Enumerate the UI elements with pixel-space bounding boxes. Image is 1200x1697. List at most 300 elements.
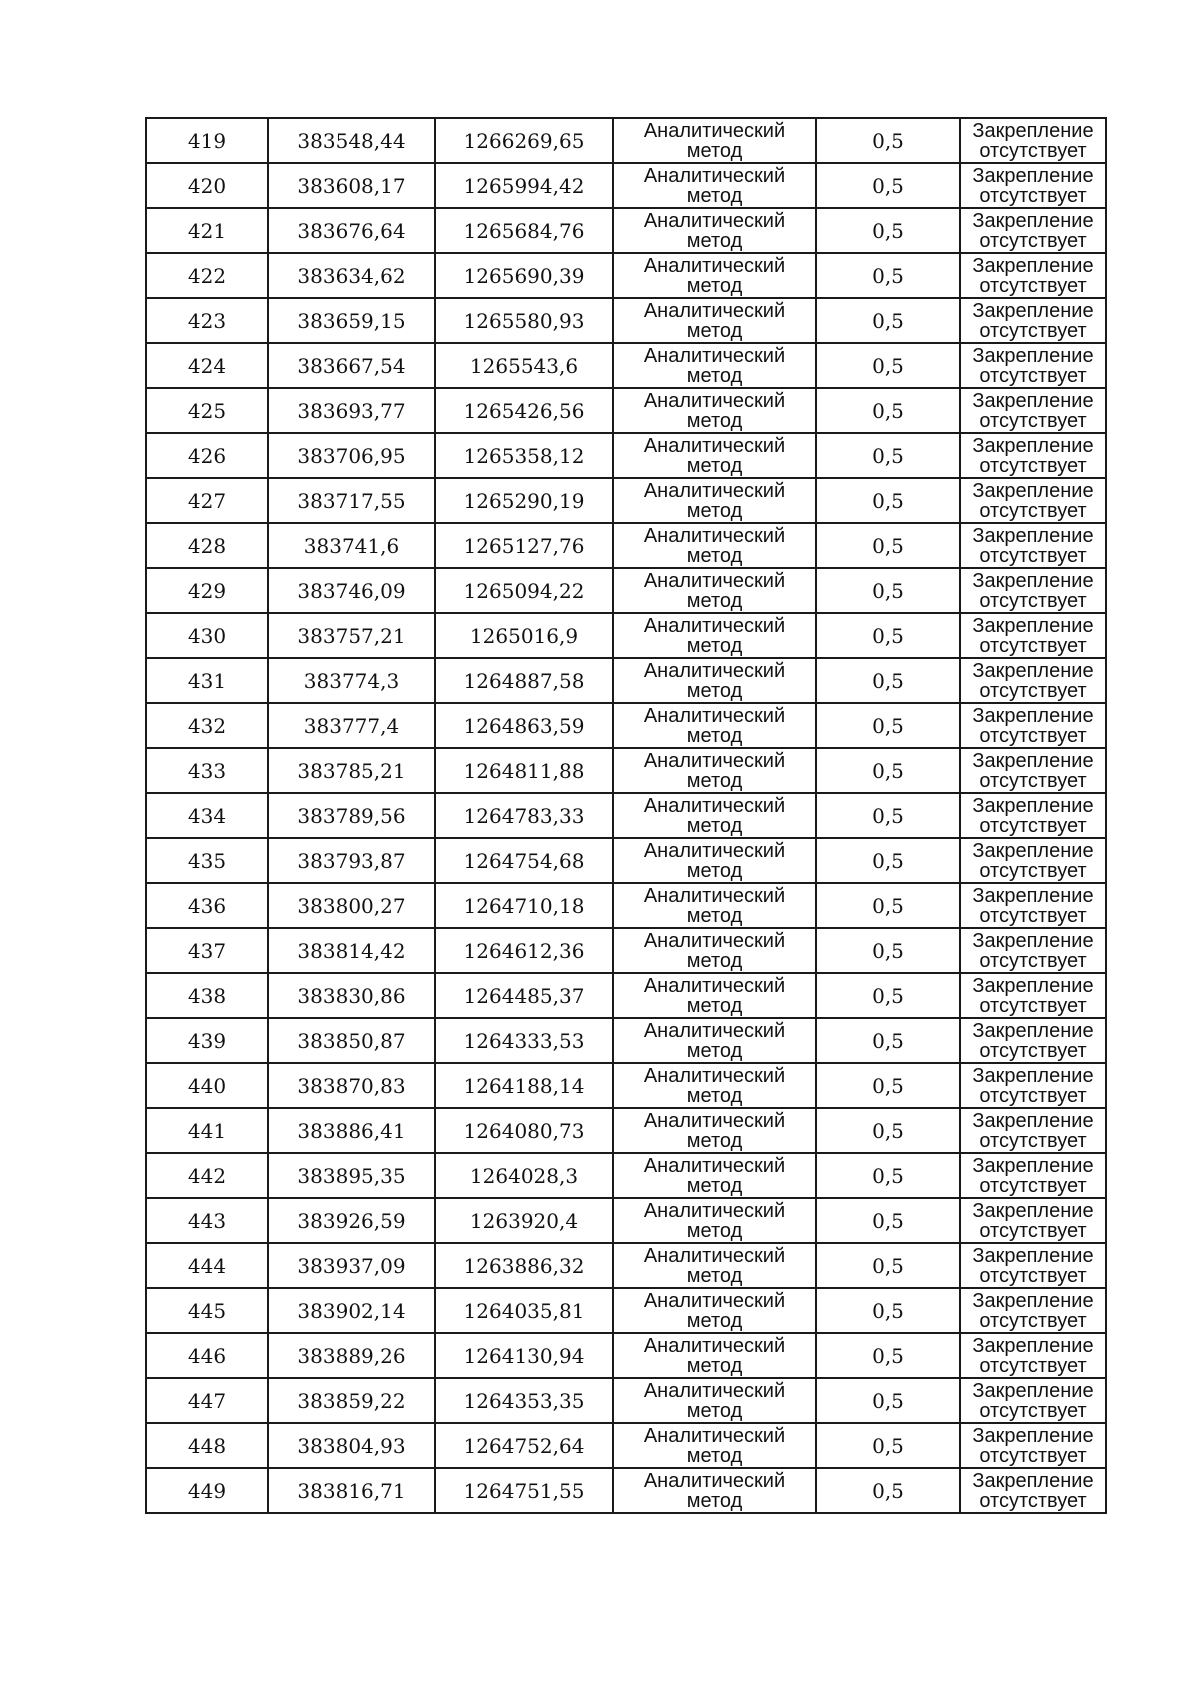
method-cell-line-1: Аналитический	[643, 659, 786, 682]
table-row	[146, 1108, 1106, 1153]
fixation-cell-line-1: Закрепление	[972, 1424, 1094, 1447]
point-number-cell: 422	[146, 253, 268, 298]
method-cell-line-2: метод	[686, 949, 743, 972]
fixation-cell-line-2: отсутствует	[979, 994, 1087, 1017]
point-number-cell: 443	[146, 1198, 268, 1243]
accuracy-cell: 0,5	[816, 1378, 960, 1423]
point-number-cell: 437	[146, 928, 268, 973]
table-row	[146, 838, 1106, 883]
table-row	[146, 568, 1106, 613]
method-cell-line-2: метод	[686, 499, 743, 522]
point-number-cell: 426	[146, 433, 268, 478]
method-cell	[613, 1333, 816, 1378]
fixation-cell	[960, 478, 1106, 523]
point-number-cell: 449	[146, 1468, 268, 1513]
y-coordinate-cell: 1264863,59	[435, 703, 613, 748]
method-cell-line-2: метод	[686, 679, 743, 702]
method-cell-line-1: Аналитический	[643, 434, 786, 457]
accuracy-cell: 0,5	[816, 613, 960, 658]
method-cell-line-2: метод	[686, 139, 743, 162]
method-cell-line-1: Аналитический	[643, 524, 786, 547]
fixation-cell-line-1: Закрепление	[972, 524, 1094, 547]
fixation-cell	[960, 118, 1106, 163]
method-cell-line-1: Аналитический	[643, 569, 786, 592]
fixation-cell-line-1: Закрепление	[972, 164, 1094, 187]
fixation-cell-line-1: Закрепление	[972, 794, 1094, 817]
method-cell	[613, 1153, 816, 1198]
fixation-cell	[960, 1018, 1106, 1063]
table-row	[146, 433, 1106, 478]
point-number-cell: 445	[146, 1288, 268, 1333]
fixation-cell-line-2: отсутствует	[979, 1489, 1087, 1512]
method-cell-line-2: метод	[686, 1309, 743, 1332]
fixation-cell-line-1: Закрепление	[972, 749, 1094, 772]
method-cell-line-2: метод	[686, 634, 743, 657]
fixation-cell-line-2: отсутствует	[979, 184, 1087, 207]
accuracy-cell: 0,5	[816, 253, 960, 298]
fixation-cell-line-2: отсутствует	[979, 409, 1087, 432]
fixation-cell-line-2: отсутствует	[979, 1399, 1087, 1422]
point-number-cell: 429	[146, 568, 268, 613]
x-coordinate-cell: 383676,64	[268, 208, 435, 253]
method-cell-line-2: метод	[686, 724, 743, 747]
x-coordinate-cell: 383789,56	[268, 793, 435, 838]
method-cell	[613, 838, 816, 883]
fixation-cell	[960, 1198, 1106, 1243]
accuracy-cell: 0,5	[816, 703, 960, 748]
y-coordinate-cell: 1264485,37	[435, 973, 613, 1018]
accuracy-cell: 0,5	[816, 208, 960, 253]
table-row	[146, 253, 1106, 298]
fixation-cell-line-2: отсутствует	[979, 499, 1087, 522]
method-cell	[613, 883, 816, 928]
fixation-cell-line-1: Закрепление	[972, 254, 1094, 277]
x-coordinate-cell: 383886,41	[268, 1108, 435, 1153]
x-coordinate-cell: 383889,26	[268, 1333, 435, 1378]
fixation-cell-line-2: отсутствует	[979, 814, 1087, 837]
x-coordinate-cell: 383926,59	[268, 1198, 435, 1243]
fixation-cell-line-2: отсутствует	[979, 724, 1087, 747]
table-row	[146, 1153, 1106, 1198]
method-cell-line-2: метод	[686, 1174, 743, 1197]
method-cell-line-2: метод	[686, 454, 743, 477]
y-coordinate-cell: 1265543,6	[435, 343, 613, 388]
point-number-cell: 438	[146, 973, 268, 1018]
accuracy-cell: 0,5	[816, 1243, 960, 1288]
method-cell	[613, 433, 816, 478]
method-cell-line-1: Аналитический	[643, 1469, 786, 1492]
method-cell-line-1: Аналитический	[643, 164, 786, 187]
fixation-cell-line-1: Закрепление	[972, 389, 1094, 412]
accuracy-cell: 0,5	[816, 1108, 960, 1153]
fixation-cell	[960, 928, 1106, 973]
table-row	[146, 298, 1106, 343]
method-cell-line-1: Аналитический	[643, 1424, 786, 1447]
method-cell-line-2: метод	[686, 319, 743, 342]
fixation-cell-line-1: Закрепление	[972, 614, 1094, 637]
method-cell-line-2: метод	[686, 1399, 743, 1422]
fixation-cell-line-2: отсутствует	[979, 634, 1087, 657]
method-cell	[613, 613, 816, 658]
table-row	[146, 163, 1106, 208]
method-cell-line-1: Аналитический	[643, 749, 786, 772]
x-coordinate-cell: 383870,83	[268, 1063, 435, 1108]
x-coordinate-cell: 383608,17	[268, 163, 435, 208]
method-cell-line-1: Аналитический	[643, 1199, 786, 1222]
fixation-cell-line-1: Закрепление	[972, 299, 1094, 322]
point-number-cell: 439	[146, 1018, 268, 1063]
fixation-cell	[960, 568, 1106, 613]
fixation-cell-line-2: отсутствует	[979, 364, 1087, 387]
y-coordinate-cell: 1264612,36	[435, 928, 613, 973]
fixation-cell	[960, 883, 1106, 928]
method-cell	[613, 568, 816, 613]
fixation-cell-line-2: отсутствует	[979, 769, 1087, 792]
fixation-cell	[960, 1333, 1106, 1378]
fixation-cell-line-1: Закрепление	[972, 1379, 1094, 1402]
method-cell-line-1: Аналитический	[643, 1064, 786, 1087]
method-cell	[613, 298, 816, 343]
y-coordinate-cell: 1264811,88	[435, 748, 613, 793]
fixation-cell-line-1: Закрепление	[972, 659, 1094, 682]
x-coordinate-cell: 383800,27	[268, 883, 435, 928]
fixation-cell	[960, 1243, 1106, 1288]
fixation-cell-line-2: отсутствует	[979, 274, 1087, 297]
fixation-cell-line-1: Закрепление	[972, 119, 1094, 142]
accuracy-cell: 0,5	[816, 973, 960, 1018]
table-row	[146, 1018, 1106, 1063]
fixation-cell-line-2: отсутствует	[979, 1129, 1087, 1152]
point-number-cell: 431	[146, 658, 268, 703]
table-row	[146, 613, 1106, 658]
table-row	[146, 1378, 1106, 1423]
method-cell-line-1: Аналитический	[643, 254, 786, 277]
fixation-cell-line-2: отсутствует	[979, 1219, 1087, 1242]
table-row	[146, 658, 1106, 703]
fixation-cell-line-1: Закрепление	[972, 1109, 1094, 1132]
fixation-cell-line-2: отсутствует	[979, 139, 1087, 162]
method-cell-line-1: Аналитический	[643, 884, 786, 907]
y-coordinate-cell: 1265426,56	[435, 388, 613, 433]
method-cell-line-2: метод	[686, 1219, 743, 1242]
method-cell-line-1: Аналитический	[643, 1019, 786, 1042]
x-coordinate-cell: 383902,14	[268, 1288, 435, 1333]
y-coordinate-cell: 1264035,81	[435, 1288, 613, 1333]
y-coordinate-cell: 1264130,94	[435, 1333, 613, 1378]
x-coordinate-cell: 383804,93	[268, 1423, 435, 1468]
fixation-cell-line-1: Закрепление	[972, 1289, 1094, 1312]
x-coordinate-cell: 383774,3	[268, 658, 435, 703]
fixation-cell-line-1: Закрепление	[972, 1019, 1094, 1042]
method-cell-line-2: метод	[686, 994, 743, 1017]
method-cell	[613, 1063, 816, 1108]
point-number-cell: 447	[146, 1378, 268, 1423]
point-number-cell: 425	[146, 388, 268, 433]
fixation-cell-line-2: отсутствует	[979, 1444, 1087, 1467]
method-cell	[613, 343, 816, 388]
fixation-cell	[960, 343, 1106, 388]
x-coordinate-cell: 383816,71	[268, 1468, 435, 1513]
fixation-cell	[960, 658, 1106, 703]
method-cell-line-1: Аналитический	[643, 1334, 786, 1357]
method-cell-line-2: метод	[686, 409, 743, 432]
point-number-cell: 436	[146, 883, 268, 928]
method-cell-line-1: Аналитический	[643, 209, 786, 232]
method-cell	[613, 253, 816, 298]
point-number-cell: 421	[146, 208, 268, 253]
table-row	[146, 388, 1106, 433]
fixation-cell-line-2: отсутствует	[979, 1039, 1087, 1062]
method-cell	[613, 1468, 816, 1513]
y-coordinate-cell: 1265094,22	[435, 568, 613, 613]
y-coordinate-cell: 1265358,12	[435, 433, 613, 478]
method-cell-line-1: Аналитический	[643, 929, 786, 952]
table-row	[146, 928, 1106, 973]
method-cell-line-1: Аналитический	[643, 794, 786, 817]
fixation-cell-line-2: отсутствует	[979, 544, 1087, 567]
fixation-cell	[960, 253, 1106, 298]
y-coordinate-cell: 1264333,53	[435, 1018, 613, 1063]
fixation-cell	[960, 1468, 1106, 1513]
x-coordinate-cell: 383741,6	[268, 523, 435, 568]
fixation-cell	[960, 1423, 1106, 1468]
y-coordinate-cell: 1264028,3	[435, 1153, 613, 1198]
method-cell-line-2: метод	[686, 589, 743, 612]
method-cell	[613, 478, 816, 523]
table-row	[146, 118, 1106, 163]
table-row	[146, 478, 1106, 523]
fixation-cell	[960, 793, 1106, 838]
accuracy-cell: 0,5	[816, 1288, 960, 1333]
y-coordinate-cell: 1264751,55	[435, 1468, 613, 1513]
table-row	[146, 1468, 1106, 1513]
fixation-cell	[960, 838, 1106, 883]
fixation-cell-line-1: Закрепление	[972, 704, 1094, 727]
method-cell-line-1: Аналитический	[643, 119, 786, 142]
y-coordinate-cell: 1264353,35	[435, 1378, 613, 1423]
accuracy-cell: 0,5	[816, 478, 960, 523]
method-cell	[613, 118, 816, 163]
fixation-cell-line-2: отсутствует	[979, 1309, 1087, 1332]
point-number-cell: 424	[146, 343, 268, 388]
y-coordinate-cell: 1265994,42	[435, 163, 613, 208]
y-coordinate-cell: 1264887,58	[435, 658, 613, 703]
accuracy-cell: 0,5	[816, 928, 960, 973]
x-coordinate-cell: 383746,09	[268, 568, 435, 613]
accuracy-cell: 0,5	[816, 658, 960, 703]
method-cell-line-2: метод	[686, 364, 743, 387]
point-number-cell: 427	[146, 478, 268, 523]
accuracy-cell: 0,5	[816, 838, 960, 883]
method-cell	[613, 523, 816, 568]
x-coordinate-cell: 383793,87	[268, 838, 435, 883]
accuracy-cell: 0,5	[816, 343, 960, 388]
point-number-cell: 419	[146, 118, 268, 163]
table-row	[146, 748, 1106, 793]
y-coordinate-cell: 1263920,4	[435, 1198, 613, 1243]
point-number-cell: 440	[146, 1063, 268, 1108]
fixation-cell	[960, 208, 1106, 253]
method-cell	[613, 973, 816, 1018]
method-cell-line-2: метод	[686, 229, 743, 252]
fixation-cell-line-1: Закрепление	[972, 1469, 1094, 1492]
accuracy-cell: 0,5	[816, 1333, 960, 1378]
fixation-cell	[960, 163, 1106, 208]
y-coordinate-cell: 1265127,76	[435, 523, 613, 568]
method-cell	[613, 1288, 816, 1333]
fixation-cell-line-1: Закрепление	[972, 479, 1094, 502]
accuracy-cell: 0,5	[816, 298, 960, 343]
fixation-cell-line-2: отсутствует	[979, 1084, 1087, 1107]
accuracy-cell: 0,5	[816, 1063, 960, 1108]
point-number-cell: 432	[146, 703, 268, 748]
method-cell	[613, 1108, 816, 1153]
fixation-cell-line-2: отсутствует	[979, 454, 1087, 477]
x-coordinate-cell: 383706,95	[268, 433, 435, 478]
fixation-cell-line-2: отсутствует	[979, 859, 1087, 882]
accuracy-cell: 0,5	[816, 793, 960, 838]
fixation-cell-line-2: отсутствует	[979, 589, 1087, 612]
y-coordinate-cell: 1265684,76	[435, 208, 613, 253]
y-coordinate-cell: 1265016,9	[435, 613, 613, 658]
x-coordinate-cell: 383850,87	[268, 1018, 435, 1063]
fixation-cell	[960, 973, 1106, 1018]
x-coordinate-cell: 383937,09	[268, 1243, 435, 1288]
fixation-cell	[960, 298, 1106, 343]
fixation-cell-line-1: Закрепление	[972, 1244, 1094, 1267]
method-cell-line-1: Аналитический	[643, 839, 786, 862]
method-cell	[613, 1423, 816, 1468]
accuracy-cell: 0,5	[816, 883, 960, 928]
accuracy-cell: 0,5	[816, 1018, 960, 1063]
point-number-cell: 420	[146, 163, 268, 208]
fixation-cell-line-1: Закрепление	[972, 209, 1094, 232]
x-coordinate-cell: 383659,15	[268, 298, 435, 343]
method-cell	[613, 208, 816, 253]
y-coordinate-cell: 1265690,39	[435, 253, 613, 298]
fixation-cell-line-1: Закрепление	[972, 1199, 1094, 1222]
accuracy-cell: 0,5	[816, 748, 960, 793]
x-coordinate-cell: 383717,55	[268, 478, 435, 523]
y-coordinate-cell: 1264080,73	[435, 1108, 613, 1153]
y-coordinate-cell: 1264783,33	[435, 793, 613, 838]
point-number-cell: 428	[146, 523, 268, 568]
fixation-cell-line-2: отсутствует	[979, 904, 1087, 927]
fixation-cell-line-2: отсутствует	[979, 1264, 1087, 1287]
point-number-cell: 446	[146, 1333, 268, 1378]
fixation-cell-line-1: Закрепление	[972, 929, 1094, 952]
method-cell	[613, 1198, 816, 1243]
y-coordinate-cell: 1264188,14	[435, 1063, 613, 1108]
point-number-cell: 434	[146, 793, 268, 838]
table-row	[146, 973, 1106, 1018]
y-coordinate-cell: 1265580,93	[435, 298, 613, 343]
fixation-cell-line-1: Закрепление	[972, 884, 1094, 907]
x-coordinate-cell: 383548,44	[268, 118, 435, 163]
fixation-cell-line-2: отсутствует	[979, 949, 1087, 972]
method-cell-line-1: Аналитический	[643, 299, 786, 322]
point-number-cell: 442	[146, 1153, 268, 1198]
fixation-cell-line-1: Закрепление	[972, 434, 1094, 457]
fixation-cell-line-1: Закрепление	[972, 1334, 1094, 1357]
fixation-cell-line-2: отсутствует	[979, 1174, 1087, 1197]
method-cell-line-1: Аналитический	[643, 1109, 786, 1132]
x-coordinate-cell: 383814,42	[268, 928, 435, 973]
x-coordinate-cell: 383830,86	[268, 973, 435, 1018]
accuracy-cell: 0,5	[816, 1198, 960, 1243]
accuracy-cell: 0,5	[816, 388, 960, 433]
fixation-cell	[960, 523, 1106, 568]
x-coordinate-cell: 383859,22	[268, 1378, 435, 1423]
fixation-cell	[960, 1063, 1106, 1108]
method-cell	[613, 793, 816, 838]
method-cell	[613, 928, 816, 973]
fixation-cell	[960, 703, 1106, 748]
y-coordinate-cell: 1264752,64	[435, 1423, 613, 1468]
table-row	[146, 1333, 1106, 1378]
method-cell-line-2: метод	[686, 904, 743, 927]
method-cell-line-1: Аналитический	[643, 704, 786, 727]
point-number-cell: 423	[146, 298, 268, 343]
table-row	[146, 703, 1106, 748]
method-cell-line-2: метод	[686, 769, 743, 792]
point-number-cell: 441	[146, 1108, 268, 1153]
method-cell-line-1: Аналитический	[643, 1154, 786, 1177]
table-row	[146, 1423, 1106, 1468]
point-number-cell: 433	[146, 748, 268, 793]
fixation-cell	[960, 1153, 1106, 1198]
accuracy-cell: 0,5	[816, 1423, 960, 1468]
x-coordinate-cell: 383693,77	[268, 388, 435, 433]
method-cell-line-2: метод	[686, 1264, 743, 1287]
x-coordinate-cell: 383777,4	[268, 703, 435, 748]
coordinates-table	[145, 117, 1107, 1514]
point-number-cell: 430	[146, 613, 268, 658]
accuracy-cell: 0,5	[816, 1468, 960, 1513]
fixation-cell	[960, 388, 1106, 433]
method-cell-line-1: Аналитический	[643, 1289, 786, 1312]
y-coordinate-cell: 1265290,19	[435, 478, 613, 523]
method-cell	[613, 658, 816, 703]
method-cell	[613, 703, 816, 748]
method-cell-line-1: Аналитический	[643, 344, 786, 367]
method-cell-line-2: метод	[686, 184, 743, 207]
point-number-cell: 444	[146, 1243, 268, 1288]
method-cell	[613, 388, 816, 433]
fixation-cell-line-2: отсутствует	[979, 1354, 1087, 1377]
method-cell-line-2: метод	[686, 544, 743, 567]
table-row	[146, 208, 1106, 253]
table-row	[146, 1063, 1106, 1108]
y-coordinate-cell: 1266269,65	[435, 118, 613, 163]
table-row	[146, 343, 1106, 388]
accuracy-cell: 0,5	[816, 568, 960, 613]
accuracy-cell: 0,5	[816, 523, 960, 568]
fixation-cell	[960, 1288, 1106, 1333]
fixation-cell-line-2: отсутствует	[979, 229, 1087, 252]
fixation-cell-line-1: Закрепление	[972, 974, 1094, 997]
table-body	[146, 118, 1106, 1513]
x-coordinate-cell: 383757,21	[268, 613, 435, 658]
table-row	[146, 883, 1106, 928]
fixation-cell-line-1: Закрепление	[972, 1154, 1094, 1177]
method-cell-line-2: метод	[686, 1039, 743, 1062]
method-cell-line-2: метод	[686, 859, 743, 882]
method-cell	[613, 1018, 816, 1063]
method-cell-line-1: Аналитический	[643, 974, 786, 997]
method-cell-line-2: метод	[686, 1354, 743, 1377]
point-number-cell: 448	[146, 1423, 268, 1468]
